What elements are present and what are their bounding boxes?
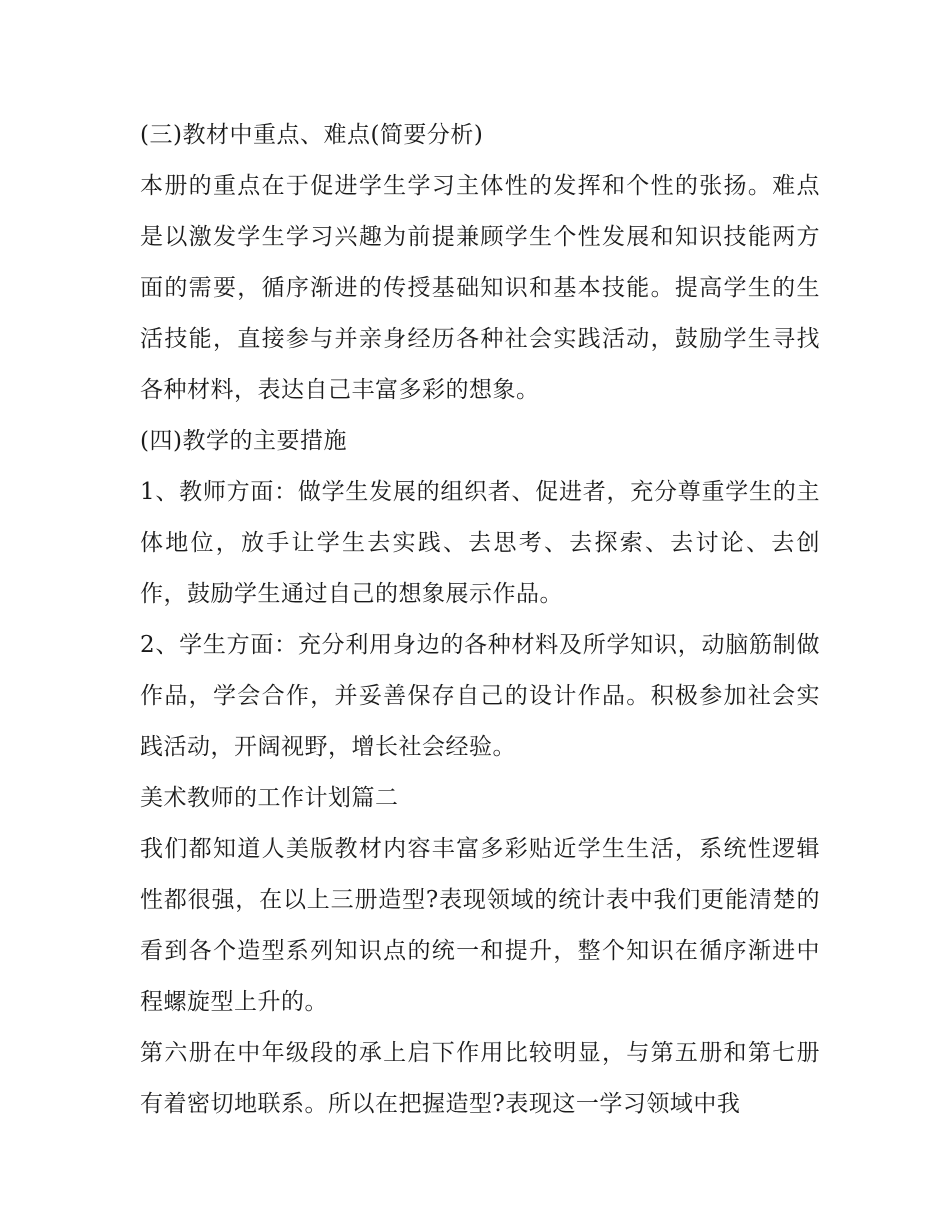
section-heading-key-points: (三)教材中重点、难点(简要分析) <box>140 122 484 148</box>
section-heading-teaching-measures: (四)教学的主要措施 <box>140 428 347 454</box>
paragraph-teacher-aspect: 1、教师方面：做学生发展的组织者、促进者，充分尊重学生的主体地位，放手让学生去实践、去思考、去探索、去讨论、去创作，鼓励学生通过自己的想象展示作品。 <box>140 479 820 607</box>
article-title-part-two: 美术教师的工作计划篇二 <box>140 785 399 811</box>
document-body <box>140 110 820 1130</box>
paragraph-textbook-overview: 我们都知道人美版教材内容丰富多彩贴近学生生活，系统性逻辑性都很强，在以上三册造型?表现领域的统计表中我们更能清楚的看到各个造型系列知识点的统一和提升，整个知识在循序渐进中程螺旋型上升的。 <box>140 836 820 1015</box>
paragraph-key-points: 本册的重点在于促进学生学习主体性的发挥和个性的张扬。难点是以激发学生学习兴趣为前提兼顾学生个性发展和知识技能两方面的需要，循序渐进的传授基础知识和基本技能。提高学生的生活技能，直接参与并亲身经历各种社会实践活动，鼓励学生寻找各种材料，表达自己丰富多彩的想象。 <box>140 173 820 403</box>
paragraph-student-aspect: 2、学生方面：充分利用身边的各种材料及所学知识，动脑筋制做作品，学会合作，并妥善保存自己的设计作品。积极参加社会实践活动，开阔视野，增长社会经验。 <box>140 632 820 760</box>
paragraph-sixth-volume: 第六册在中年级段的承上启下作用比较明显，与第五册和第七册有着密切地联系。所以在把握造型?表现这一学习领域中我 <box>140 1040 820 1117</box>
